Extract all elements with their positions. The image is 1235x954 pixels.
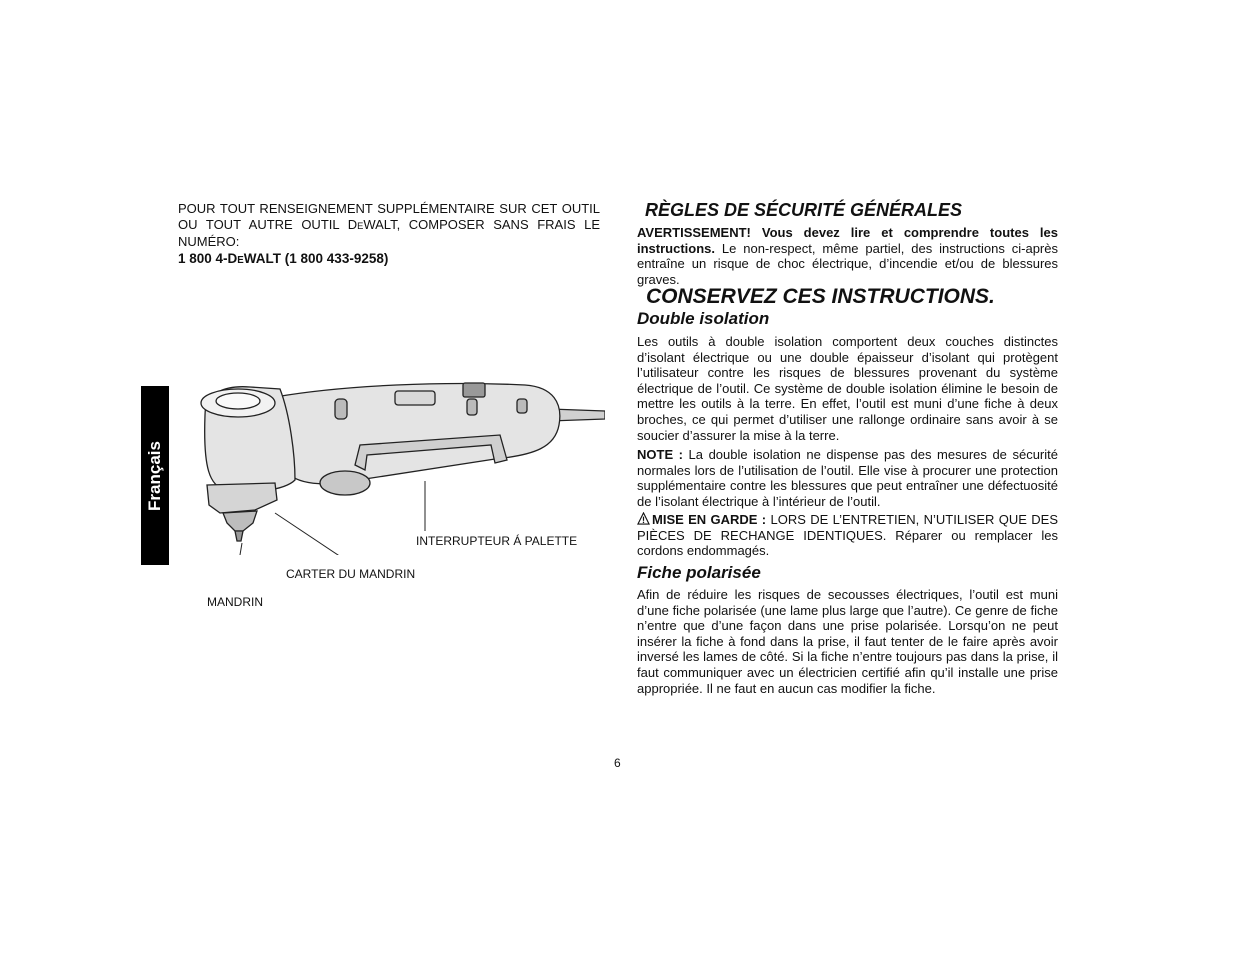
caution-paragraph — [637, 512, 1058, 559]
phone-number — [178, 251, 388, 266]
warning-bold: AVERTISSEMENT! Vous devez lire et comprendre toutes les instructions. — [637, 225, 1058, 256]
page-number: 6 — [614, 756, 621, 770]
language-tab-label: Français — [145, 440, 164, 511]
note-paragraph — [637, 447, 1058, 509]
chuck-housing-label: CARTER DU MANDRIN — [286, 567, 416, 581]
caution-text: LORS DE L’ENTRETIEN, N’UTILISER QUE DES PIÈCES DE RECHANGE IDENTIQUES. Réparer ou remplacer les cordons endommagés. — [637, 512, 1058, 559]
polarized-plug-text: Afin de réduire les risques de secousses électriques, l’outil est muni d’une fiche polarisée (une lame plus large que l’autre). Ce genre de fiche n’entre que d’une façon dans une prise polarisée. Lorsqu’on ne peut insérer la fiche à fond dans la prise, il faut tenter de le faire après avoir inversé les lames de côté. Si la fiche n’entre toujours pas dans la prise, il faut communiquer avec un électricien certifié afin qu’il installe une prise appropriée. Il ne faut en aucun cas modifier la fiche. — [637, 587, 1058, 696]
heading-general-rules: RÈGLES DE SÉCURITÉ GÉNÉRALES — [645, 200, 963, 220]
brand-small-cap: E — [357, 221, 364, 231]
phone-small-cap: E — [237, 255, 244, 266]
double-insulation-paragraph — [637, 334, 1058, 443]
note-bold: NOTE : — [637, 447, 683, 462]
polarized-plug-paragraph — [637, 587, 1058, 696]
drill-illustration — [195, 375, 605, 555]
caution-bold: MISE EN GARDE : — [652, 512, 767, 527]
info-text-part1: POUR TOUT RENSEIGNEMENT SUPPLÉMENTAIRE SUR CET OUTIL OU TOUT AUTRE OUTIL D — [178, 201, 600, 232]
heading-double-insulation: Double isolation — [637, 309, 770, 328]
info-text-part2: WALT, COMPOSER SANS FRAIS LE NUMÉRO: — [178, 217, 600, 249]
warning-triangle-icon — [637, 512, 650, 525]
phone-part1: 1 800 4-D — [178, 251, 238, 266]
switch-label: INTERRUPTEUR Á PALETTE — [416, 534, 578, 548]
chuck-label: MANDRIN — [207, 595, 263, 609]
phone-part2: WALT (1 800 433-9258) — [243, 251, 389, 266]
note-text: La double isolation ne dispense pas des mesures de sécurité normales lors de l’utilisation de l’outil. Elle vise à procurer une protection supplémentaire contre les blessures que peut entraîner une défectuosité de l’isolant électrique à l’intérieur de l’outil. — [637, 447, 1058, 509]
info-paragraph — [178, 201, 600, 250]
heading-keep-instructions: CONSERVEZ CES INSTRUCTIONS. — [646, 285, 995, 308]
language-tab — [141, 386, 169, 565]
warning-text: Le non-respect, même partiel, des instructions ci-après entraîne un risque de choc électrique, d’incendie et/ou de blessures graves. — [637, 240, 1058, 287]
heading-polarized-plug: Fiche polarisée — [637, 563, 761, 582]
warning-paragraph — [637, 225, 1058, 287]
double-insulation-text: Les outils à double isolation comportent deux couches distinctes d’isolant électrique ou une double épaisseur d’isolant qui protègent l’utilisateur contre les risques de blessures provenant du système électrique de l’outil. Ce système de double isolation élimine le besoin de mettre les outils à la terre. En effet, l’outil est muni d’une fiche à deux broches, ce qui permet d’utiliser une rallonge ordinaire sans avoir à se soucier d’assurer la mise à la terre. — [637, 334, 1058, 443]
